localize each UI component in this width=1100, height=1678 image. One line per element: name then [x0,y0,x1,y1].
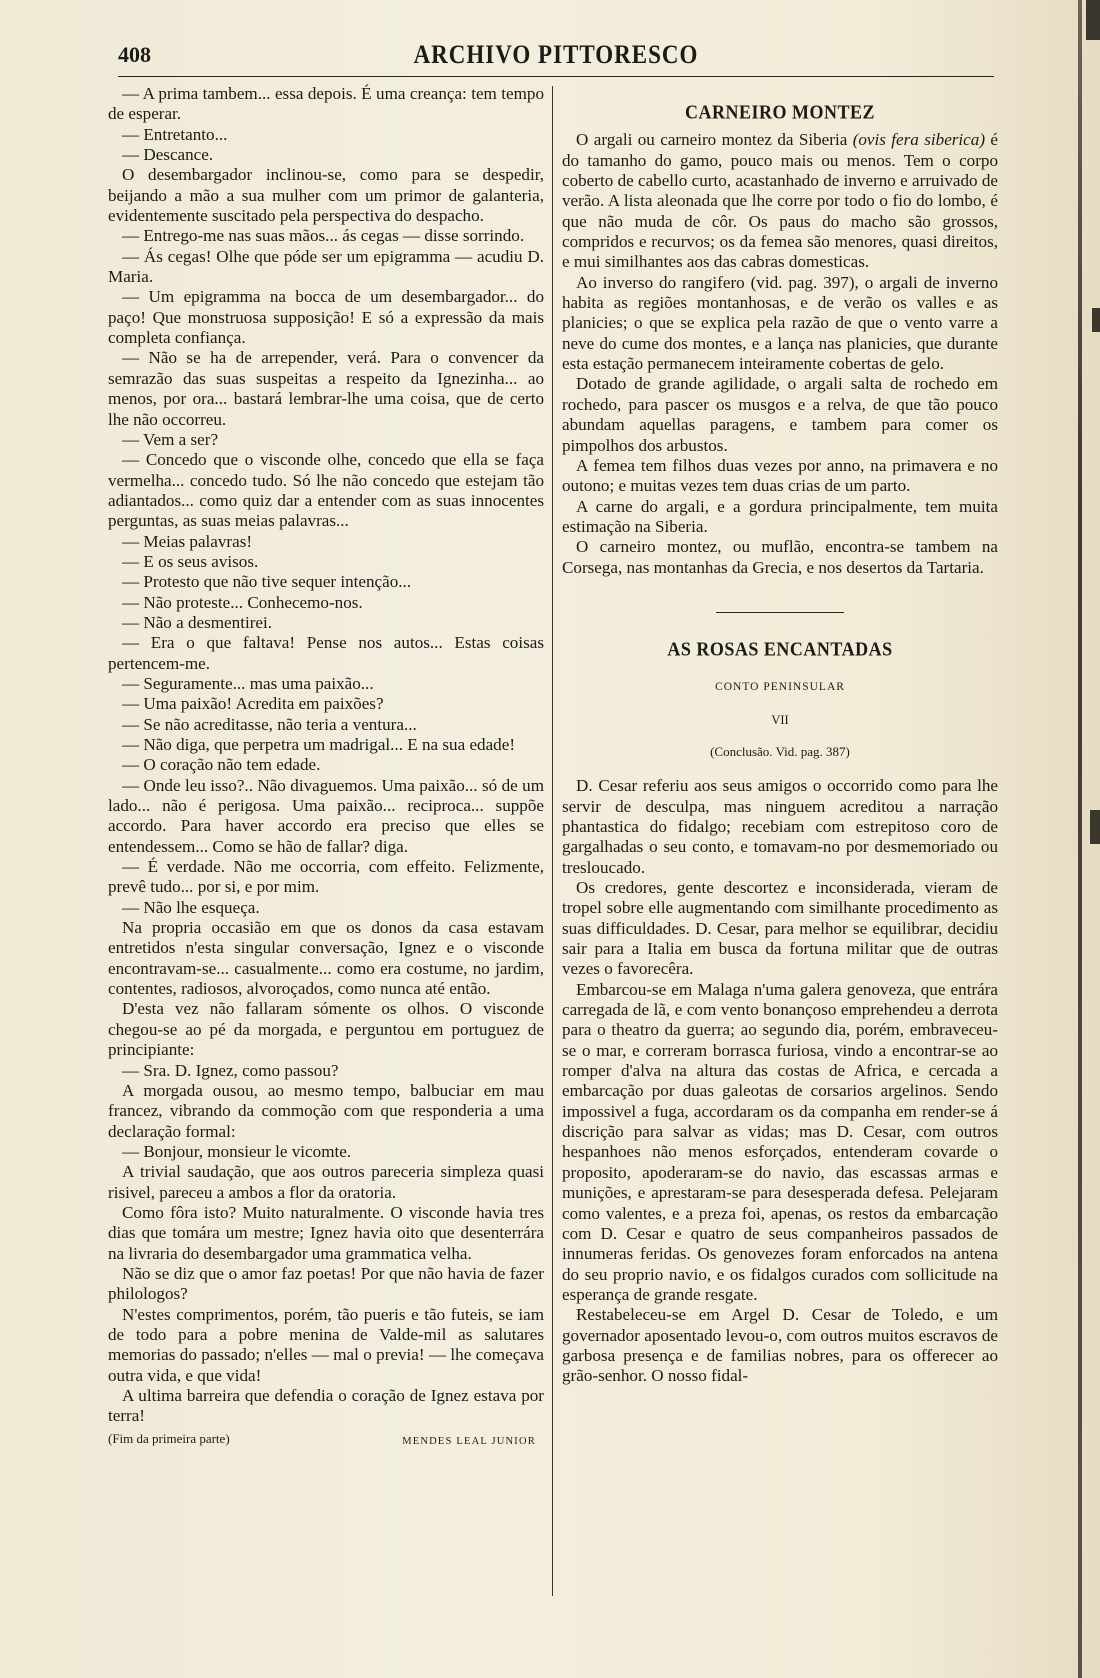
paragraph: — Entrego-me nas suas mãos... ás cegas — disse sorrindo. [122,226,525,246]
scientific-name: (ovis fera siberica) [852,130,986,150]
article-body-rosas [562,776,998,1386]
paragraph: Não se diz que o amor faz poetas! Por que não havia de fazer philologos? [108,1263,544,1304]
chapter-number: VII [771,712,789,727]
paragraph: — Ás cegas! Olhe que póde ser um epigramma — acudiu D. Maria. [108,246,544,287]
paragraph: — Se não acreditasse, não teria a ventura... [122,714,417,734]
paragraph: — E os seus avisos. [122,551,259,571]
page-edge-mark [1090,810,1100,844]
paragraph: Na propria occasião em que os donos da casa estavam entretidos n'esta singular conversação, Ignez e o visconde encontravam-se... casualmente... como era costume, no jardim, contentes, radiosos, alvoroçados, como nunca até então. [108,918,544,999]
paragraph: — Uma paixão! Acredita em paixões? [122,694,384,714]
right-column [562,84,998,1387]
paragraph: A trivial saudação, que aos outros pareceria simpleza quasi risivel, pareceu a ambos a flor da oratoria. [108,1162,544,1202]
author-signature: MENDES LEAL JUNIOR [402,1435,536,1447]
column-divider [552,86,553,1596]
paragraph: — Não se ha de arrepender, verá. Para o convencer da semrazão das suas suspeitas a respeito da Ignezinha... ao menos, por ora... bastará lembrar-lhe uma coisa, que de certo lhe não occorreu. [108,348,544,429]
paragraph: A ultima barreira que defendia o coração de Ignez estava por terra! [108,1386,544,1426]
paragraph: — É verdade. Não me occorria, com effeito. Felizmente, prevê tudo... por si, e por mim. [108,857,544,897]
article-paragraph: O argali ou carneiro montez da Siberia (ovis fera siberica) é do tamanho do gamo, pouco mais ou menos. Tem o corpo coberto de cabello curto, acastanhado de inverno e arruivado de verão. A lista aleonada que lhe corre por todo o fio do lombo, é que não muda de côr. Os paus do macho são grossos, compridos e recurvos; os da femea são menores, quasi direitos, e mui similhantes aos das cabras domesticas. [562,130,998,272]
paragraph: — Sra. D. Ignez, como passou? [122,1060,339,1080]
paragraph: — O coração não tem edade. [122,755,321,775]
article-body-carneiro [562,273,998,578]
binding-edge [1078,0,1082,1678]
paragraph: — A prima tambem... essa depois. É uma creança: tem tempo de esperar. [108,84,544,124]
story-continuation [108,84,544,1427]
paragraph: D. Cesar referiu aos seus amigos o occorrido como para lhe servir de desculpa, mas ninguem acreditou a narração phantastica do fidalgo; recebiam com estrepitoso coro de gargalhadas o seu conto, e tomavam-no por desmemoriado ou tresloucado. [562,776,998,877]
paragraph: O carneiro montez, ou muflão, encontra-se tambem na Corsega, nas montanhas da Grecia, e nos desertos da Tartaria. [562,537,998,577]
page-number: 408 [118,42,151,67]
paragraph: D'esta vez não fallaram sómente os olhos. O visconde chegou-se ao pé da morgada, e perguntou em portuguez de principiante: [108,999,544,1060]
continuation-note: (Conclusão. Vid. pag. 387) [710,743,850,759]
paragraph: Como fôra isto? Muito naturalmente. O visconde havia tres dias que tomára um mestre; Ignez havia oito que desenterrára na livraria do desembargador uma grammatica velha. [108,1202,544,1263]
page-edge-mark [1092,308,1100,332]
paragraph: O desembargador inclinou-se, como para se despedir, beijando a mão a sua mulher com um primor de galanteria, evidentemente suscitado pela perspectiva do despacho. [108,165,544,226]
paragraph: — Não a desmentirei. [122,612,272,632]
paragraph: Restabeleceu-se em Argel D. Cesar de Toledo, e um governador aposentado levou-o, com outros muitos escravos de garbosa presença e de familias nobres, para os offerecer ao grão-senhor. O nosso fidal- [562,1305,998,1386]
article-subtitle: CONTO PENINSULAR [715,681,845,694]
article-title-rosas: AS ROSAS ENCANTADAS [667,637,893,660]
paragraph: — Entretanto... [122,124,228,144]
running-title: ARCHIVO PITTORESCO [413,40,699,69]
paragraph: Dotado de grande agilidade, o argali salta de rochedo em rochedo, para pascer os musgos e a relva, de que tão pouco abundam aquellas paragens, e tambem para comer os pimpolhos dos arbustos. [562,374,998,455]
paragraph: — Não proteste... Conhecemo-nos. [122,592,363,612]
article-title-carneiro: CARNEIRO MONTEZ [684,100,875,123]
end-note: (Fim da primeira parte) [108,1430,230,1446]
paragraph: N'estes comprimentos, porém, tão pueris e tão futeis, se iam de todo para a pobre menina de Valde-mil as salutares memorias do passado; n'elles — mal o previa! — lhe começava outra vida, e que vida! [108,1304,544,1385]
left-column [108,84,544,1452]
paragraph: A morgada ousou, ao mesmo tempo, balbuciar em mau francez, vibrando da commoção com que responderia a uma declaração formal: [108,1080,544,1141]
story-footer [108,1429,544,1452]
paragraph: — Não diga, que perpetra um madrigal... E na sua edade! [122,735,516,754]
paragraph: Os credores, gente descortez e inconsiderada, vieram de tropel sobre elle augmentando com similhante procedimento as suas difficuldades. D. Cesar, para melhor se equilibrar, decidiu sair para a Italia em busca da fortuna militar que de outras vezes o favorecêra. [562,878,998,979]
page-edge-mark [1086,0,1100,40]
paragraph: — Descance. [122,145,214,165]
paragraph: — Meias palavras! [122,531,253,551]
paragraph: — Seguramente... mas uma paixão... [122,673,374,693]
section-divider [716,612,844,613]
paragraph: — Onde leu isso?.. Não divaguemos. Uma paixão... só de um lado... não é perigosa. Uma paixão... reciproca... suppõe accordo. Para haver accordo era preciso que elles se entendessem... Como se hão de fallar? diga. [108,775,544,856]
paragraph: — Bonjour, monsieur le vicomte. [122,1141,352,1161]
paragraph: — Protesto que não tive sequer intenção... [122,572,412,592]
paragraph: A carne do argali, e a gordura principalmente, tem muita estimação na Siberia. [562,496,998,536]
paragraph: A femea tem filhos duas vezes por anno, na primavera e no outono; e muitas vezes tem duas crias de um parto. [562,455,998,496]
paragraph: — Era o que faltava! Pense nos autos... Estas coisas pertencem-me. [108,633,544,673]
paragraph: — Vem a ser? [122,429,219,449]
page-header [118,42,994,77]
paragraph: — Concedo que o visconde olhe, concedo que ella se faça vermelha... concedo tudo. Só lhe não concedo que estejam tão adiantados... como quiz dar a entender com as suas innocentes perguntas, as suas meias palavras... [108,450,544,531]
paragraph: — Um epigramma na bocca de um desembargador... do paço! Que monstruosa supposição! E só a expressão da mais completa confiança. [108,287,544,348]
paragraph: Ao inverso do rangifero (vid. pag. 397), o argali de inverno habita as regiões montanhosas, e de verão os valles e as planicies; o que se explica pela razão de que o vento varre a neve do cume dos montes, e a lança nas planicies, que durante esta estação permanecem inteiramente cobertas de gelo. [562,272,998,374]
paragraph: Embarcou-se em Malaga n'uma galera genoveza, que entrára carregada de lã, e com vento bonançoso emprehendeu a derrota para o theatro da guerra; ao segundo dia, porém, embraveceu-se o mar, e correram borrasca furiosa, vindo a encontrar-se ao romper d'alva na altura das costas de Africa, e cercada a embarcação por duas galeotas de corsarios argelinos. Sendo impossivel a fuga, accordaram os da companha em render-se á discrição para salvar as vidas; mas D. Cesar, com outros hespanhoes não menos esforçados, entenderam covarde o proposito, apoderaram-se do navio, das escassas armas e munições, e aprestaram-se para desesperada defesa. Pelejaram como valentes, e a preza foi, apenas, os restos da embarcação com D. Cesar e quatro de seus companheiros passados de innumeras feridas. Os genovezes foram enforcados na antena do seu proprio navio, e os fidalgos curados com sollicitude na esperança de grande resgate. [562,979,998,1304]
paragraph: — Não lhe esqueça. [122,897,260,917]
